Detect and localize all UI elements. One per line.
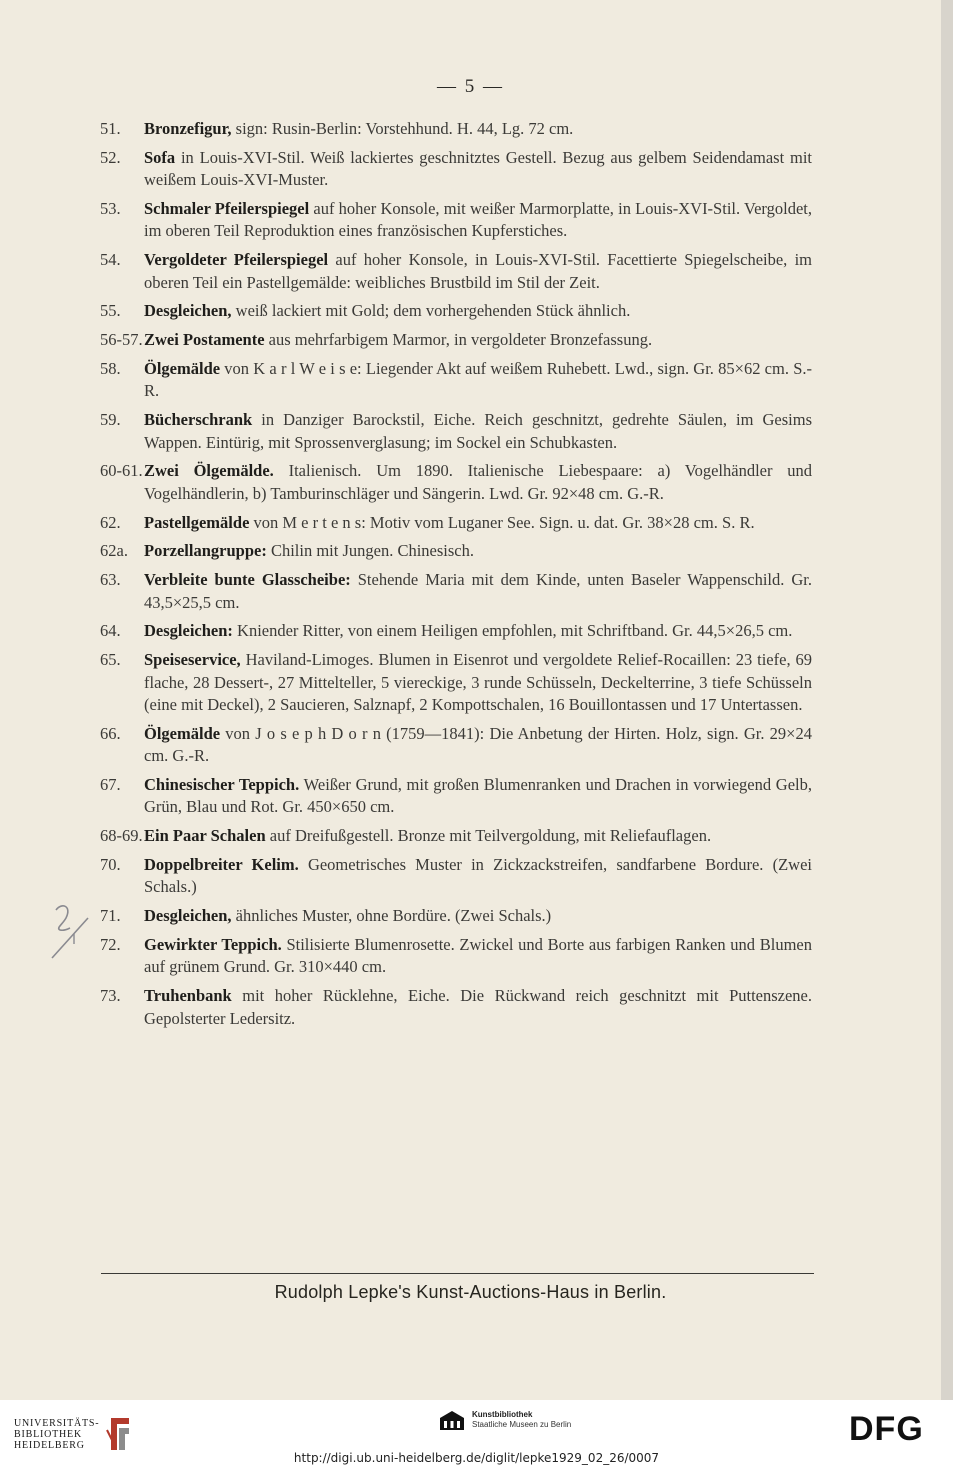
footer-rule xyxy=(101,1273,814,1274)
uni-line-1: UNIVERSITÄTS- xyxy=(14,1417,100,1429)
entry-text: Kniender Ritter, von einem Heiligen empfohlen, mit Schriftband. Gr. 44,5×26,5 cm. xyxy=(232,621,793,641)
entry-text: in Danziger Barockstil, Eiche. Reich geschnitzt, gedrehte Säulen, im Gesims Wappen. Eintürig, mit Sprossenverglasung; im Sockel ein Schubkasten. xyxy=(144,410,812,452)
entry-text: Stehende Maria mit dem Kinde, unten Baseler Wappenschild. Gr. 43,5×25,5 cm. xyxy=(144,570,812,612)
entry-description xyxy=(100,358,812,403)
entry-number: 59. xyxy=(100,410,121,430)
entry-number: 62a. xyxy=(100,541,128,561)
uni-line-3: HEIDELBERG xyxy=(14,1439,85,1451)
catalog-entry xyxy=(100,723,812,768)
entry-title: Chinesischer Teppich. xyxy=(144,775,300,795)
entry-title: Ein Paar Schalen xyxy=(144,826,266,846)
university-library-logo[interactable] xyxy=(14,1416,131,1452)
kunstbibliothek-icon xyxy=(438,1410,466,1432)
entry-description xyxy=(100,774,812,819)
entry-text: Weißer Grund, mit großen Blumenranken und Drachen in vorwiegend Gelb, Grün, Blau und Rot. Gr. 450×650 cm. xyxy=(144,775,812,817)
entry-description xyxy=(100,723,812,768)
catalog-entry xyxy=(100,540,812,562)
catalog-entry xyxy=(100,118,812,140)
entry-title: Sofa xyxy=(144,147,176,167)
entry-description xyxy=(100,147,812,192)
catalog-entry xyxy=(100,854,812,899)
entry-title: Truhenbank xyxy=(144,986,232,1006)
entry-title: Bücherschrank xyxy=(144,410,253,430)
entry-text: mit hoher Rücklehne, Eiche. Die Rückwand reich geschnitzt mit Puttenszene. Gepolsterter Ledersitz. xyxy=(144,986,812,1028)
entry-description xyxy=(100,118,812,140)
entry-text: Haviland-Limoges. Blumen in Eisenrot und vergoldete Relief-Rocaillen: 23 tiefe, 69 flache, 28 Dessert-, 27 Mittelteller, 5 viereckige, 3 runde Schüsseln, Deckelterrine, 3 tiefe Schüsseln (eine mit Deckel), 2 Saucieren, Salznapf, 2 Kompottschalen, 16 Bouillontassen und 17 Untertassen. xyxy=(144,650,812,715)
entry-text: Italienisch. Um 1890. Italienische Liebespaare: a) Vogelhändler und Vogelhändlerin, b) Tamburinschläger und Sängerin. Lwd. Gr. 92×48 cm. G.-R. xyxy=(144,461,812,503)
page-number: — 5 — xyxy=(437,76,504,97)
catalog-entry xyxy=(100,934,812,979)
university-seal-icon xyxy=(105,1416,131,1452)
entry-number: 65. xyxy=(100,650,121,670)
page-edge xyxy=(941,0,953,1400)
entry-number: 52. xyxy=(100,147,121,167)
entry-description xyxy=(100,329,812,351)
entry-number: 60-61. xyxy=(100,461,143,481)
entry-number: 58. xyxy=(100,359,121,378)
entry-title: Ölgemälde xyxy=(144,723,221,743)
permalink-url[interactable]: http://digi.ub.uni-heidelberg.de/diglit/lepke1929_02_26/0007 xyxy=(293,1451,660,1465)
catalog-entry xyxy=(100,147,812,192)
entry-title: Bronzefigur, xyxy=(144,119,232,138)
entry-number: 51. xyxy=(100,119,121,138)
entry-description xyxy=(100,249,812,294)
entry-description xyxy=(100,540,812,562)
dfg-logo[interactable]: DFG xyxy=(849,1410,924,1448)
entry-number: 71. xyxy=(100,906,121,926)
entry-title: Desgleichen, xyxy=(144,301,232,321)
entry-title: Gewirkter Teppich. xyxy=(144,935,282,955)
catalog-entry xyxy=(100,460,812,505)
entry-description xyxy=(100,198,812,243)
entry-title: Zwei Postamente xyxy=(144,330,265,350)
catalog-entry xyxy=(100,249,812,294)
catalog-entry xyxy=(100,825,812,847)
entry-title: Pastellgemälde xyxy=(144,512,250,532)
entry-title: Zwei Ölgemälde. xyxy=(144,461,274,481)
entry-description xyxy=(100,460,812,505)
catalog-entry xyxy=(100,569,812,614)
viewer-bottom-bar xyxy=(0,1400,953,1467)
entry-description xyxy=(100,934,812,979)
entry-number: 68-69. xyxy=(100,826,143,846)
entry-number: 73. xyxy=(100,986,121,1006)
entry-text: sign: Rusin-Berlin: Vorstehhund. H. 44, Lg. 72 cm. xyxy=(231,119,574,138)
entry-description xyxy=(100,825,812,847)
catalog-entry xyxy=(100,329,812,351)
entry-title: Schmaler Pfeilerspiegel xyxy=(144,199,310,218)
kunstbibliothek-logo[interactable] xyxy=(438,1410,571,1432)
entry-title: Ölgemälde xyxy=(144,359,221,378)
entry-title: Doppelbreiter Kelim. xyxy=(144,855,299,875)
catalog-entry xyxy=(100,300,812,322)
footer-publisher: Rudolph Lepke's Kunst-Auctions-Haus in Berlin. xyxy=(274,1282,667,1302)
entry-description xyxy=(100,300,812,322)
entry-description xyxy=(100,649,812,716)
entry-text: Stilisierte Blumenrosette. Zwickel und Borte aus farbigen Ranken und Blumen auf grünem Grund. Gr. 310×440 cm. xyxy=(144,935,812,977)
kb-line-1: Kunstbibliothek xyxy=(472,1410,533,1419)
entry-number: 62. xyxy=(100,512,121,532)
entry-text: ähnliches Muster, ohne Bordüre. (Zwei Schals.) xyxy=(231,906,552,926)
entry-description xyxy=(100,985,812,1030)
entry-title: Desgleichen: xyxy=(144,621,233,641)
catalog-entry xyxy=(100,774,812,819)
catalog-entry xyxy=(100,620,812,642)
entry-number: 54. xyxy=(100,250,121,270)
entry-description xyxy=(100,905,812,927)
entry-number: 55. xyxy=(100,301,121,321)
entry-number: 66. xyxy=(100,723,121,743)
entry-number: 70. xyxy=(100,855,121,875)
catalog-entry xyxy=(100,985,812,1030)
entry-number: 67. xyxy=(100,775,121,795)
entry-text: von M e r t e n s: Motiv vom Luganer See. Sign. u. dat. Gr. 38×28 cm. S. R. xyxy=(249,512,755,532)
catalog-entries xyxy=(100,118,812,1036)
entry-text: auf hoher Konsole, in Louis-XVI-Stil. Facettierte Spiegelscheibe, im oberen Teil ein Pastellgemälde: weibliches Brustbild im Stil der Zeit. xyxy=(144,250,812,292)
entry-text: auf Dreifußgestell. Bronze mit Teilvergoldung, mit Reliefauflagen. xyxy=(265,826,712,846)
catalog-entry xyxy=(100,409,812,454)
entry-description xyxy=(100,620,812,642)
catalog-entry xyxy=(100,905,812,927)
entry-text: auf hoher Konsole, mit weißer Marmorplatte, in Louis-XVI-Stil. Vergoldet, im oberen Teil Reproduktion eines französischen Kupferstiches. xyxy=(144,199,812,241)
svg-text:2/: 2/ xyxy=(44,898,45,899)
entry-description xyxy=(100,854,812,899)
catalog-entry xyxy=(100,512,812,534)
entry-title: Speiseservice, xyxy=(144,650,241,670)
entry-description xyxy=(100,512,812,534)
catalog-entry xyxy=(100,358,812,403)
entry-description xyxy=(100,409,812,454)
kb-line-2: Staatliche Museen zu Berlin xyxy=(472,1420,572,1429)
entry-text: in Louis-XVI-Stil. Weiß lackiertes geschnitztes Gestell. Bezug aus gelbem Seidendamast mit weißem Louis-XVI-Muster. xyxy=(144,147,812,190)
catalog-entry xyxy=(100,198,812,243)
entry-title: Porzellangruppe: xyxy=(144,541,267,561)
entry-number: 72. xyxy=(100,935,121,955)
entry-title: Verbleite bunte Glasscheibe: xyxy=(144,570,351,590)
entry-number: 56-57. xyxy=(100,330,143,350)
entry-number: 63. xyxy=(100,570,121,590)
entry-text: von J o s e p h D o r n (1759—1841): Die Anbetung der Hirten. Holz, sign. Gr. 29×24 cm. G.-R. xyxy=(144,723,812,766)
entry-text: von K a r l W e i s e: Liegender Akt auf weißem Ruhebett. Lwd., sign. Gr. 85×62 cm. S.-R. xyxy=(144,359,812,401)
entry-text: aus mehrfarbigem Marmor, in vergoldeter Bronzefassung. xyxy=(264,330,653,350)
entry-text: Chilin mit Jungen. Chinesisch. xyxy=(266,541,474,561)
entry-text: weiß lackiert mit Gold; dem vorhergehenden Stück ähnlich. xyxy=(231,301,631,321)
entry-title: Desgleichen, xyxy=(144,906,232,926)
entry-title: Vergoldeter Pfeilerspiegel xyxy=(144,250,329,270)
catalog-entry xyxy=(100,649,812,716)
entry-number: 53. xyxy=(100,199,121,218)
entry-text: Geometrisches Muster in Zickzackstreifen, sandfarbene Bordure. (Zwei Schals.) xyxy=(144,855,813,897)
entry-description xyxy=(100,569,812,614)
margin-note-pencil xyxy=(44,898,104,964)
entry-number: 64. xyxy=(100,621,121,641)
uni-line-2: BIBLIOTHEK xyxy=(14,1428,82,1440)
